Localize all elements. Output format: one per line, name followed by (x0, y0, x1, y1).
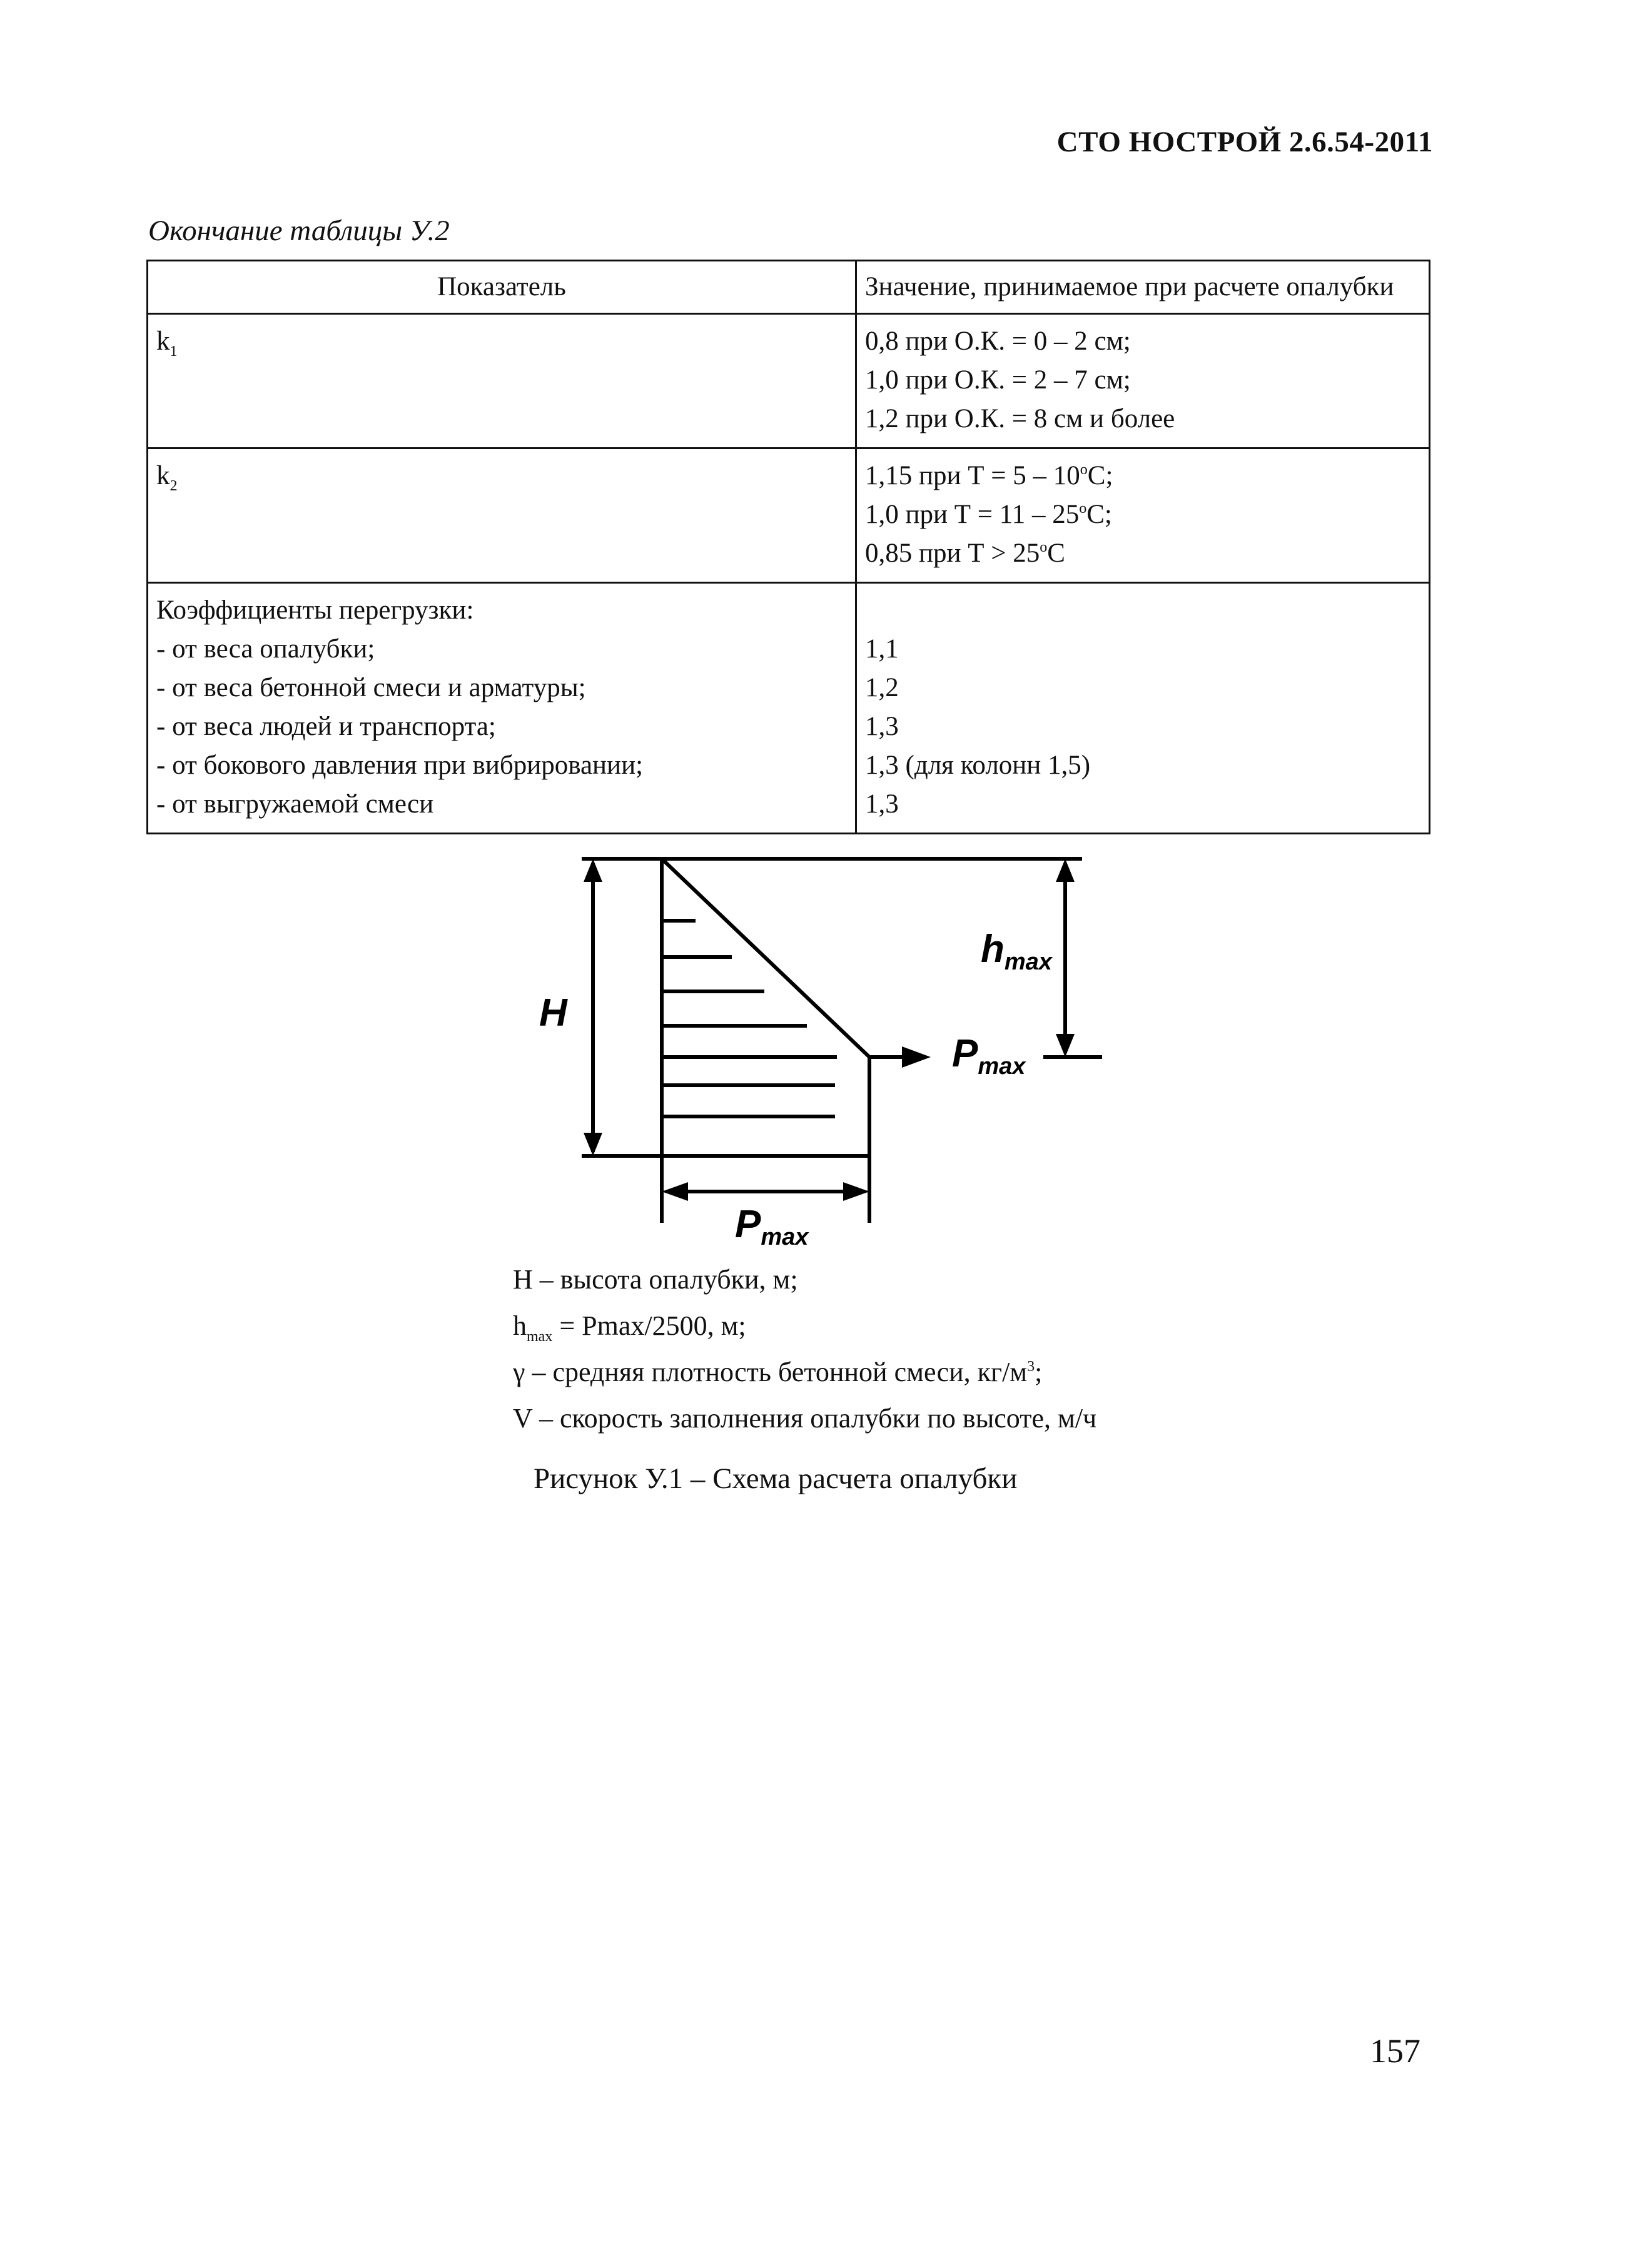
page-number: 157 (1370, 2032, 1420, 2070)
document-header-code: СТО НОСТРОЙ 2.6.54-2011 (1056, 126, 1433, 158)
table-header-value: Значение, принимаемое при расчете опалубки (856, 261, 1430, 314)
figure-caption: Рисунок У.1 – Схема расчета опалубки (534, 1462, 1018, 1495)
table-caption: Окончание таблицы У.2 (148, 215, 450, 247)
param-line: - от веса бетонной смеси и арматуры; (156, 673, 586, 702)
label-hmax: hmax (981, 928, 1052, 975)
arrow-H-bottom (584, 1133, 602, 1156)
legend-line: H – высота опалубки, м; (513, 1264, 798, 1295)
arrow-pmax-right (902, 1046, 931, 1068)
value-line: 1,3 (865, 712, 899, 741)
value-line: 1,3 (865, 789, 899, 819)
value-line: 1,0 при $Т = 11 - 25^оС$; (865, 500, 1112, 529)
arrow-pmax-bottom-left (662, 1182, 688, 1201)
value-line: 1,0 при О.К. = 2 – 7 см; (865, 365, 1131, 395)
param-subscript: 2 (170, 478, 178, 494)
arrow-H-top (584, 859, 602, 882)
legend-line: V – скорость заполнения опалубки по высоте, м/ч (513, 1403, 1097, 1434)
arrow-hmax-bottom (1056, 1034, 1075, 1057)
value-line: 0,85 при $Т > 25^оС$ (865, 539, 1065, 568)
label-pmax-bottom: Pmax (735, 1203, 809, 1250)
figure-legend (513, 1263, 1096, 1449)
legend-line: $h_{max} = Pmax/2500$, м; (513, 1310, 746, 1345)
param-symbol: k (156, 327, 170, 356)
arrow-pmax-bottom-right (843, 1182, 869, 1201)
arrow-hmax-top (1056, 859, 1075, 882)
table-header-param: Показатель (148, 261, 856, 314)
legend-line: γ – средняя плотность бетонной смеси, $кг/м^3$; (513, 1357, 1043, 1387)
value-line: 1,2 при О.К. = 8 см и более (865, 404, 1175, 433)
param-line: Коэффициенты перегрузки: (156, 595, 474, 625)
value-line: 1,1 (865, 634, 899, 664)
value-line: 1,3 (для колонн 1,5) (865, 751, 1091, 780)
label-pmax-right: Pmax (952, 1032, 1026, 1080)
param-line: - от веса опалубки; (156, 634, 375, 664)
value-line: 1,2 (865, 673, 899, 702)
param-symbol: k (156, 461, 170, 490)
param-line: - от бокового давления при вибрировании; (156, 751, 644, 780)
param-line: - от веса людей и транспорта; (156, 712, 496, 741)
param-line: - от выгружаемой смеси (156, 789, 434, 819)
value-line: 1,15 при $Т = 5 - 10^оС$; (865, 461, 1113, 490)
param-subscript: 1 (170, 343, 178, 360)
value-line: 0,8 при О.К. = 0 – 2 см; (865, 327, 1131, 356)
label-H: H (539, 991, 567, 1035)
